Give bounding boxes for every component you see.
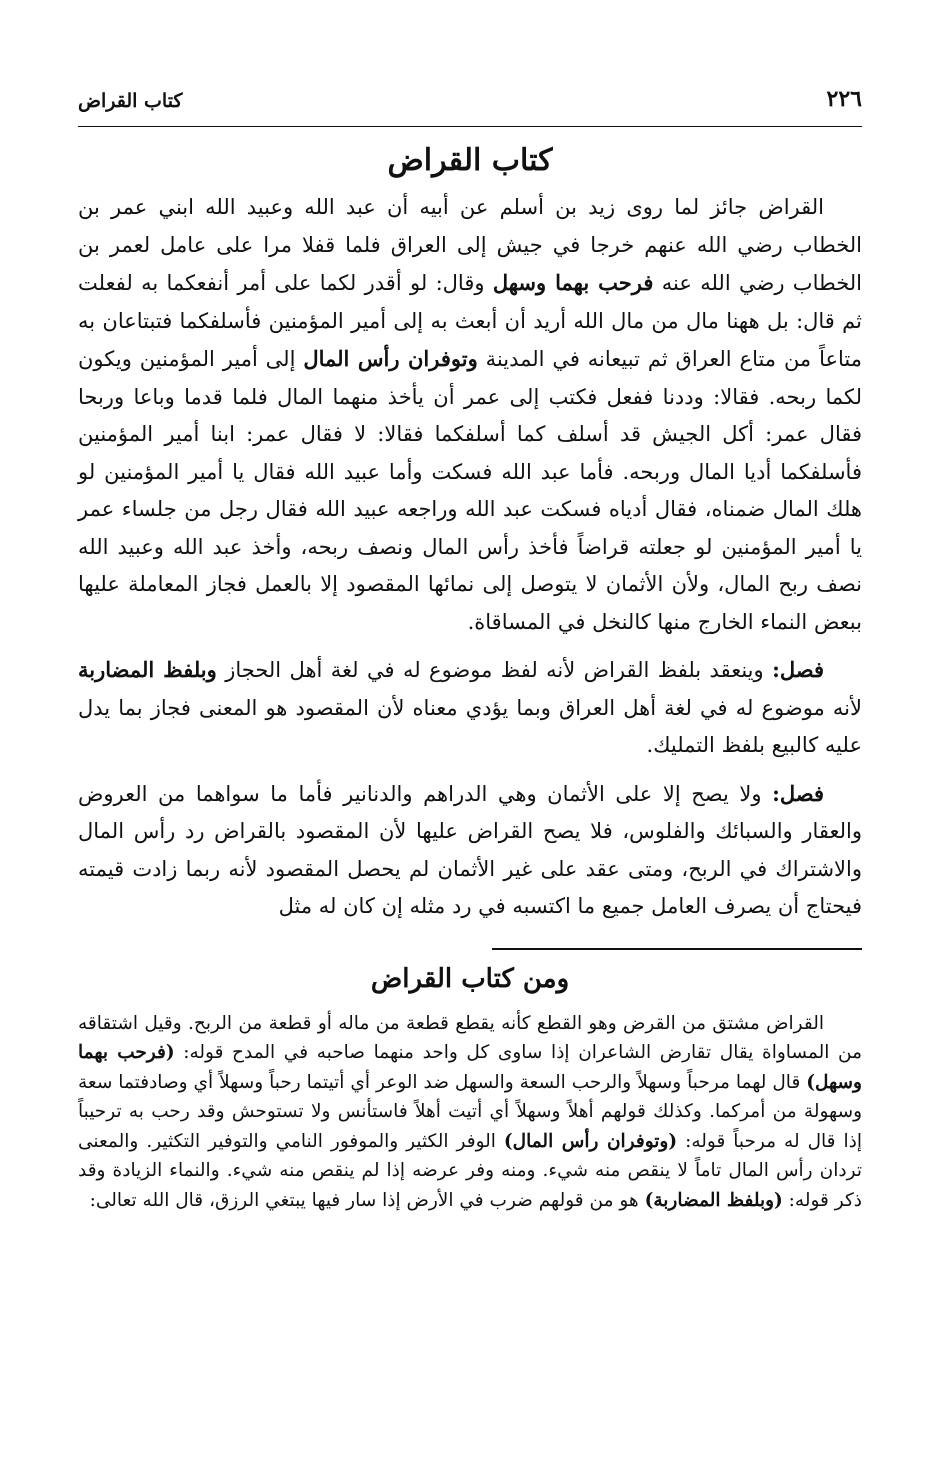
p2-bold-1: وبلفظ المضاربة [78, 657, 217, 682]
note-text-3: الوفر الكثير والموفور النامي والتوفير التكثير. والمعنى تردان رأس المال تاماً لا ينقص منه شيء. ومنه وفر عرضه إذا لم ينقص منه شيء. والنماء الزيادة وقد ذكر قوله: [78, 1130, 862, 1211]
p3-text-1: ولا يصح إلا على الأثمان وهي الدراهم والدنانير فأما ما سواهما من العروض والعقار والسبائك والفلوس، فلا يصح القراض عليها لأن المقصود بالقراض رد رأس المال والاشتراك في الربح، ومتى عقد على غير الأثمان لم يحصل المقصود لأنه ربما زادت قيمته فيحتاج أن يصرف العامل جميع ما اكتسبه في رد مثله إن كان له مثل [78, 781, 862, 918]
note-bold-3: (وبلفظ المضاربة) [644, 1189, 783, 1211]
note-bold-1: (فرحب بهما وسهل) [78, 1042, 862, 1093]
chapter-title: كتاب القراض [387, 143, 553, 178]
running-title: كتاب القراض [78, 90, 183, 112]
p2-text-2: لأنه موضوع له في لغة أهل العراق وبما يؤدي معناه لأن المقصود هو المعنى فجاز بما يدل عليه كالبيع بلفظ التمليك. [78, 695, 862, 757]
note-text-2: قال لهما مرحباً وسهلاً والرحب السعة والسهل ضد الوعر أي أتيتما رحباً وسهلاً أي وصادفتما سعة وسهولة من أمركما. وكذلك قولهم أهلاً وسهلاً أي أتيت أهلاً فاستأنس ولا تستوحش وقد رحب به ترحيباً إذا قال له مرحباً قوله: [78, 1071, 862, 1152]
p1-text-2: وقال: لو أقدر لكما على أمر أنفعكما به لفعلت ثم قال: بل ههنا مال من مال الله أريد أن أبعث به إلى أمير المؤمنين فأسلفكما فتبتاعان به متاعاً من متاع العراق ثم تبيعانه في المدينة [78, 271, 862, 371]
note-text-4: هو من قولهم ضرب في الأرض إذا سار فيها يبتغي الرزق، قال الله تعالى: [89, 1189, 645, 1211]
main-paragraph-3 [78, 775, 862, 926]
p1-text-3: إلى أمير المؤمنين ويكون لكما ربحه. فقالا: وددنا ففعل فكتب إلى عمر أن يأخذ منهما المال فلما قدما وباعا وربحا فقال عمر: أكل الجيش قد أسلف كما أسلفكما فقالا: لا فقال عمر: ابنا أمير المؤمنين فأسلفكما أديا المال وربحه. فأما عبد الله فسكت وأما عبيد الله فقال يا أمير المؤمنين لو هلك المال ضمناه، فقال أدياه فسكت عبد الله وراجعه عبيد الله فقال رجل من جلساء عمر يا أمير المؤمنين لو جعلته قراضاً فأخذ رأس المال ونصف ربحه، وأخذ عبد الله وعبيد الله نصف ربح المال، ولأن الأثمان لا يتوصل إلى نمائها المقصود إلا بالعمل فجاز المعاملة عليها ببعض النماء الخارج منها كالنخل في المساقاة. [78, 347, 862, 634]
commentary-paragraph [78, 1009, 862, 1216]
book-page [78, 86, 862, 1215]
footnote-divider [492, 948, 862, 950]
main-paragraph-2 [78, 651, 862, 765]
p1-text-1: القراض جائز لما روى زيد بن أسلم عن أبيه أن عبد الله وعبيد الله ابني عمر بن الخطاب رضي الله عنهم خرجا في جيش إلى العراق فلما قفلا مرا على عامل لعمر بن الخطاب رضي الله عنه [78, 195, 862, 295]
page-header [78, 86, 862, 127]
page-number: ٢٢٦ [826, 86, 862, 112]
p2-section-label: فصل: [772, 657, 824, 682]
p3-section-label: فصل: [772, 780, 824, 806]
p1-bold-2: وتوفران رأس المال [303, 346, 478, 371]
note-bold-2: (وتوفران رأس المال) [503, 1130, 678, 1152]
p2-text-1: وينعقد بلفظ القراض لأنه لفظ موضوع له في لغة أهل الحجاز [216, 658, 773, 682]
main-paragraph-1 [78, 189, 862, 641]
note-text-1: القراض مشتق من القرض وهو القطع كأنه يقطع قطعة من ماله أو قطعة من الربح. وقيل اشتقاقه من المساواة يقال تقارض الشاعران إذا ساوى كل واحد منهما صاحبه في المدح قوله: [78, 1012, 863, 1064]
commentary-title: ومن كتاب القراض [370, 963, 570, 994]
p1-bold-1: فرحب بهما وسهل [492, 270, 654, 295]
